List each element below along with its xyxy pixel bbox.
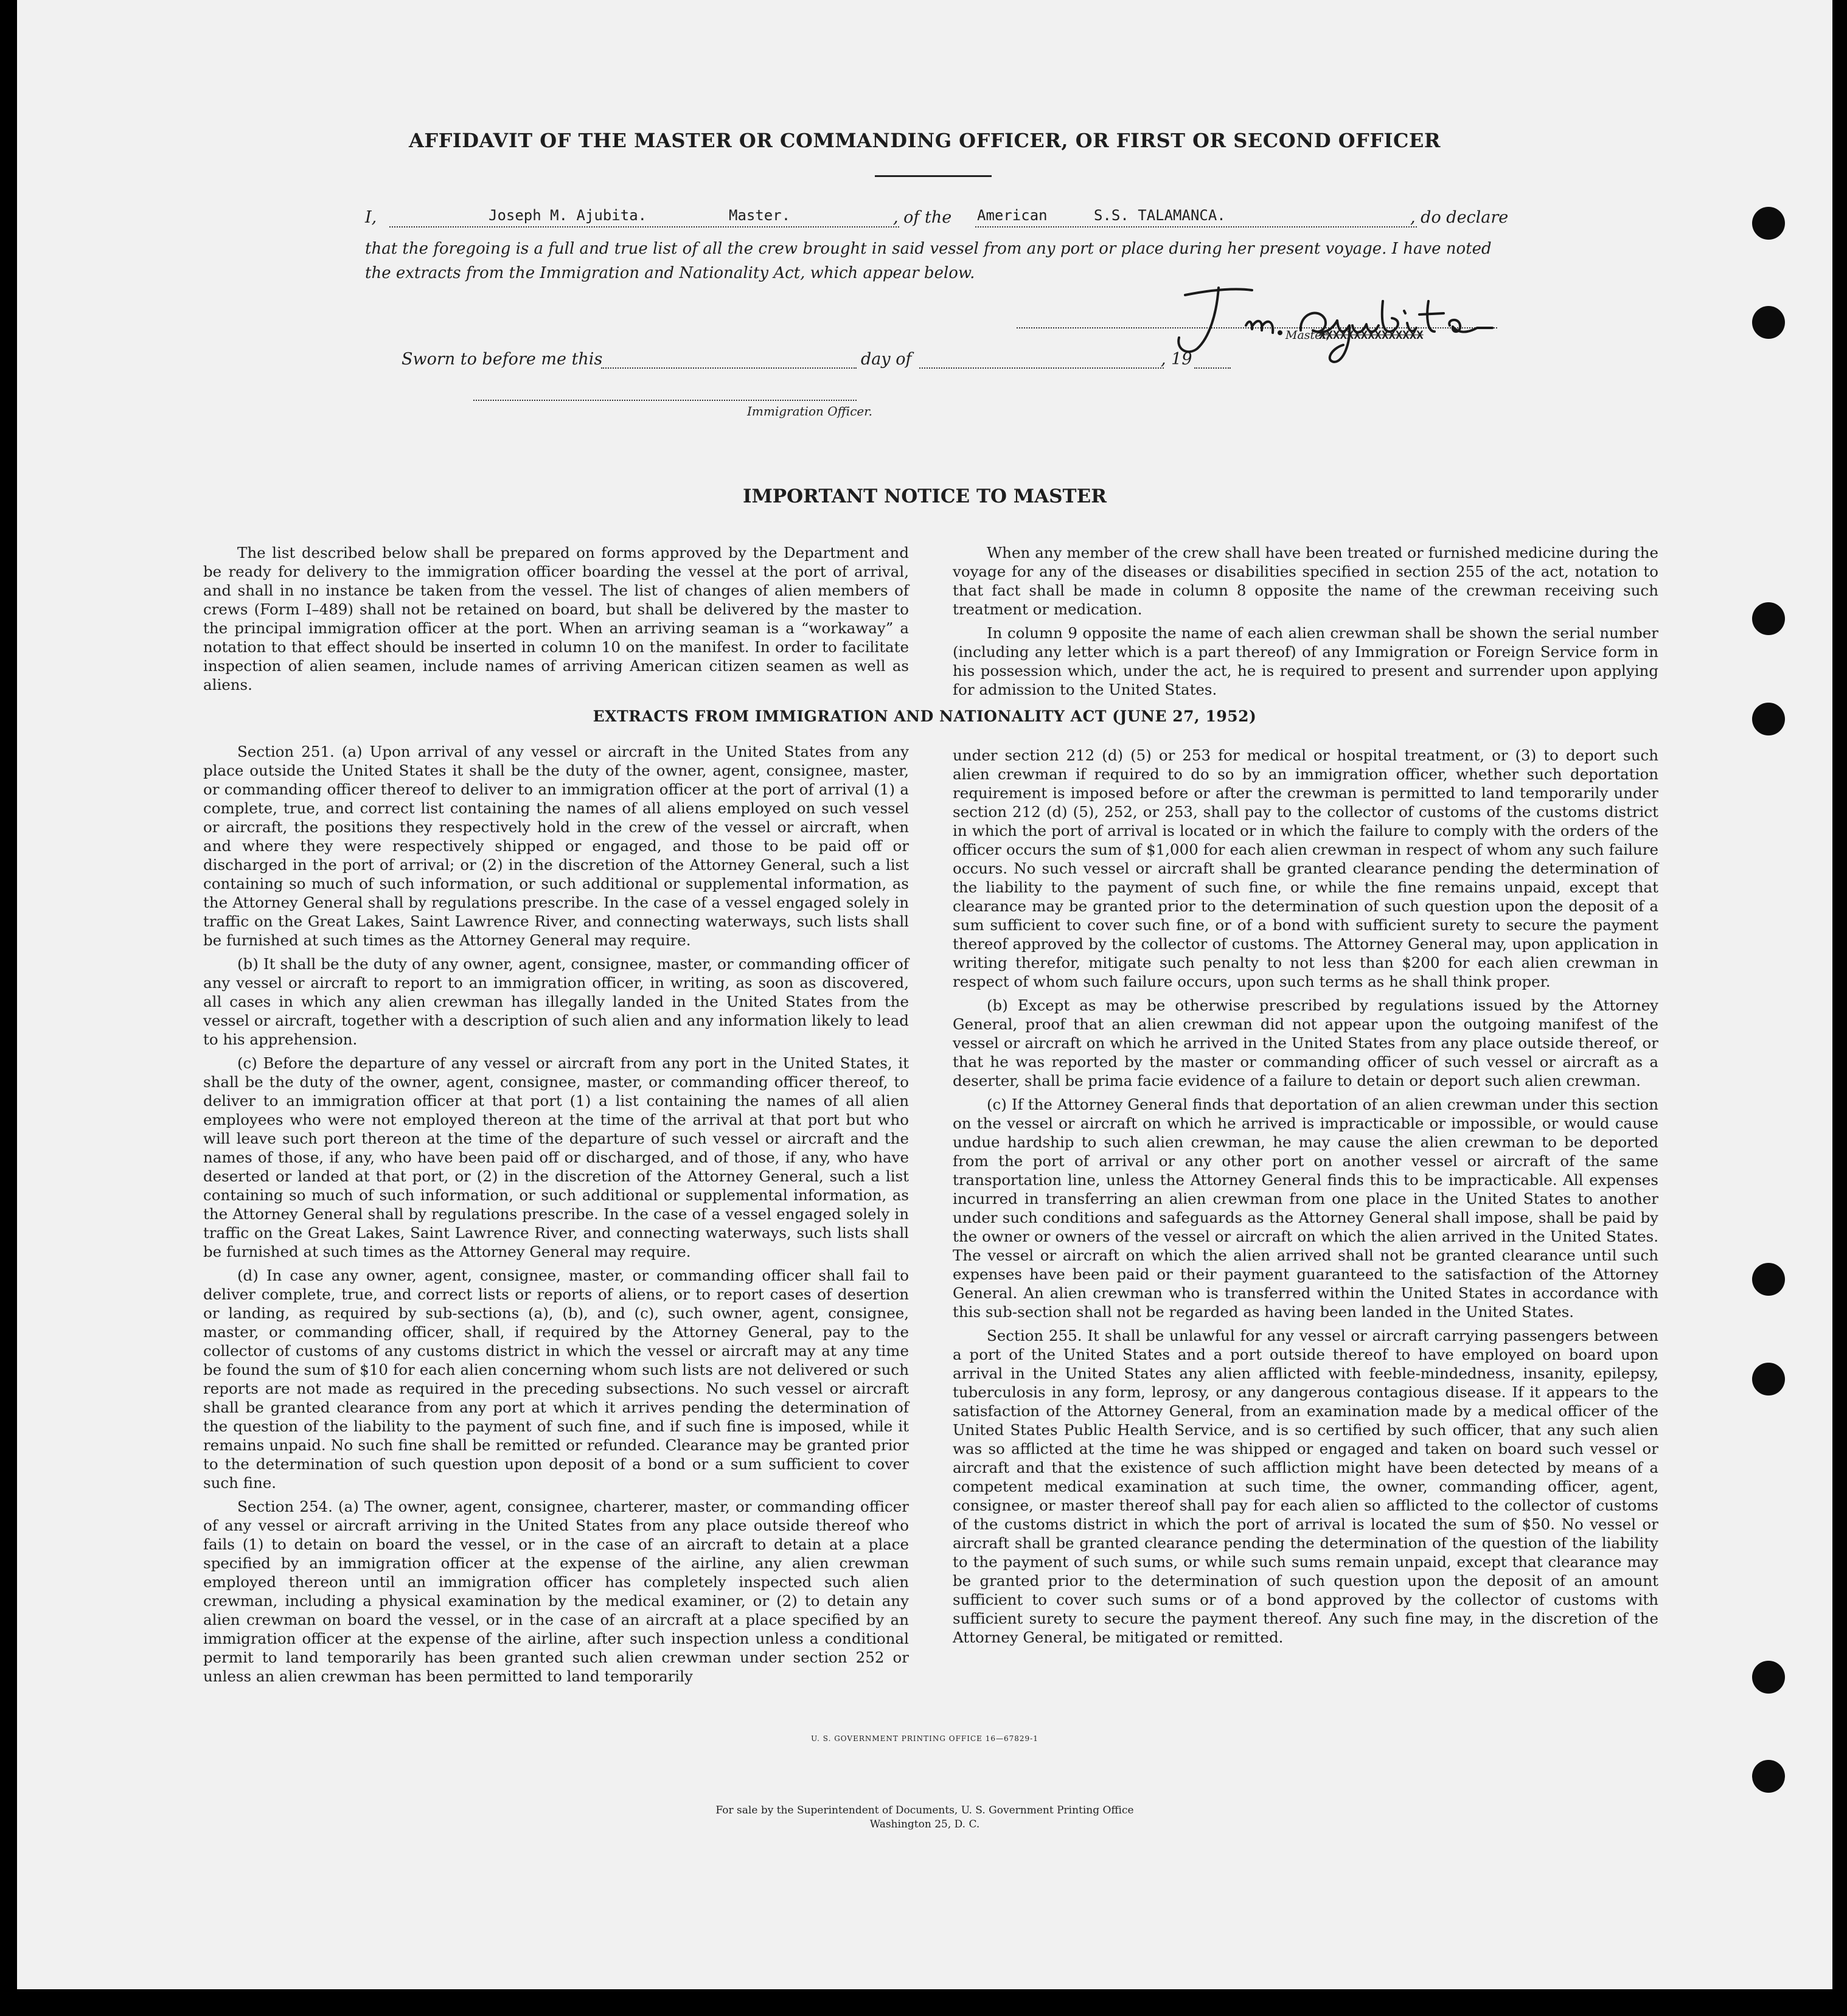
section-254b: (b) Except as may be otherwise prescribed by regulations issued by the Attorney General, proof that an alien crewman did not appear upon the outgoing manifest of the vessel or aircraft on which he arrived in the United States from any place outside thereof, or that he was reported by the master or commanding officer of such vessel or aircraft as a deserter, shall be prima facie evidence of a failure to detain or deport such alien crewman. — [953, 996, 1658, 1090]
master-signature — [1161, 277, 1501, 368]
extracts-heading: EXTRACTS FROM IMMIGRATION AND NATIONALITY ACT (JUNE 27, 1952) — [593, 707, 1257, 725]
master-name-value: Joseph M. Ajubita. — [489, 207, 647, 224]
declaration-statement-line1: that the foregoing is a full and true list of all the crew brought in said vessel from any port or place during her present voyage. I have noted — [365, 240, 1492, 258]
punch-hole — [1752, 207, 1785, 240]
do-declare-label: , do declare — [1410, 208, 1509, 227]
section-251b: (b) It shall be the duty of any owner, agent, consignee, master, or commanding officer of any vessel or aircraft to report to an immigration officer, in writing, as soon as discovered, all cases in which any alien crewman has illegally landed in the United States from the vessel or aircraft, together with a description of such alien and any information likely to lead to his apprehension. — [203, 955, 909, 1048]
punch-hole — [1752, 306, 1785, 339]
title-rule — [875, 175, 992, 177]
officer-signature-line — [473, 400, 857, 401]
vessel-name-value: S.S. TALAMANCA. — [1094, 207, 1226, 224]
notice-heading: IMPORTANT NOTICE TO MASTER — [742, 485, 1107, 507]
notice-left-column — [203, 543, 909, 699]
punch-hole — [1752, 1363, 1785, 1396]
section-255: Section 255. It shall be unlawful for any vessel or aircraft carrying passengers between a port of the United States and a port outside thereof to have employed on board upon arrival in the United States any alien afflicted with feeble-mindedness, insanity, epilepsy, tuberculosis in any form, leprosy, or any dangerous contagious disease. If it appears to the satisfaction of the Attorney General, from an examination made by a medical officer of the United States Public Health Service, and is so certified by such officer, that any such alien was so afflicted at the time he was shipped or engaged and taken on board such vessel or aircraft and that the existence of such affliction might have been detected by means of a competent medical examination at such time, the owner, commanding officer, agent, consignee, or master thereof shall pay for each alien so afflicted to the collector of customs of the customs district in which the port of arrival is located the sum of $50. No vessel or aircraft shall be granted clearance pending the determination of the question of the liability to the payment of such sums, or while such sums remain unpaid, except that clearance may be granted prior to the determination of such question upon the deposit of an amount sufficient to cover such sums or of a bond approved by the collector of customs with sufficient surety to secure the payment thereof. Any such fine may, in the discretion of the Attorney General, be mitigated or remitted. — [953, 1327, 1658, 1646]
section-254a-continued: under section 212 (d) (5) or 253 for medical or hospital treatment, or (3) to deport such alien crewman if required to do so by an immigration officer, whether such deportation requirement is imposed before or after the crewman is permitted to land temporarily under section 212 (d) (5), 252, or 253, shall pay to the collector of customs of the customs district in which the port of arrival is located or in which the failure to comply with the orders of the officer occurs the sum of $1,000 for each alien crewman in respect of whom any such failure occurs. No such vessel or aircraft shall be granted clearance pending the determination of the liability to the payment of such fine, or while the fine remains unpaid, except that clearance may be granted prior to the determination of such question upon the deposit of a sum sufficient to cover such fine, or of a bond with sufficient surety to secure the payment thereof approved by the collector of customs. The Attorney General may, upon application in writing therefor, mitigate such penalty to not less than $200 for each alien crewman in respect of whom such failure occurs, upon such terms as he shall think proper. — [953, 746, 1658, 990]
sworn-year-line — [1194, 367, 1231, 369]
section-254c: (c) If the Attorney General finds that deportation of an alien crewman under this section on the vessel or aircraft on which he arrived is impracticable or impossible, or would cause undue hardship to such alien crewman, he may cause the alien crewman to be deported from the port of arrival or any other port on another vessel or aircraft of the same transportation line, unless the Attorney General finds this to be impracticable. All expenses incurred in transferring an alien crewman from one place in the United States to another under such conditions and safeguards as the Attorney General shall impose, shall be paid by the owner or owners of the vessel or aircraft on which the alien arrived in the United States. The vessel or aircraft on which the alien arrived shall not be granted clearance until such expenses have been paid or their payment guaranteed to the satisfaction of the Attorney General. An alien crewman who is transferred within the United States in accordance with this sub-section shall not be regarded as having been landed in the United States. — [953, 1096, 1658, 1321]
section-251c: (c) Before the departure of any vessel or aircraft from any port in the United States, it shall be the duty of the owner, agent, consignee, master, or commanding officer thereof, to deliver to an immigration officer at that port (1) a list containing the names of all alien employees who were not employed thereon at the time of the arrival at that port but who will leave such port thereon at the time of the departure of such vessel or aircraft and the names of those, if any, who have been paid off or discharged, and of those, if any, who have deserted or landed at that port, or (2) in the discretion of the Attorney General, such a list containing so much of such information, or such additional or supplemental information, as the Attorney General shall by regulations prescribe. In the case of a vessel engaged solely in traffic on the Great Lakes, Saint Lawrence River, and connecting waterways, such lists shall be furnished at such times as the Attorney General may require. — [203, 1054, 909, 1260]
notice-right-column — [953, 543, 1658, 704]
notice-right-paragraph-2: In column 9 opposite the name of each alien crewman shall be shown the serial number (including any letter which is a part thereof) of any Immigration or Foreign Service form in his possession which, under the act, he is required to present and surrender upon applying for admission to the United States. — [953, 624, 1658, 698]
extracts-right-column — [953, 746, 1658, 1652]
document-page — [17, 0, 1832, 1989]
day-of-label: day of — [861, 350, 912, 369]
master-rank-value: Master. — [729, 207, 791, 224]
extracts-left-column — [203, 742, 909, 1691]
name-field-line — [389, 226, 899, 228]
signature-caption: Master, — [1285, 328, 1330, 342]
punch-hole — [1752, 1760, 1785, 1793]
punch-hole — [1752, 1661, 1785, 1694]
of-the-label: , of the — [893, 208, 952, 227]
affidavit-title: AFFIDAVIT OF THE MASTER OR COMMANDING OFFICER, OR FIRST OR SECOND OFFICER — [409, 129, 1441, 152]
sale-notice-line1: For sale by the Superintendent of Documents, U. S. Government Printing Office — [715, 1804, 1134, 1816]
section-254a: Section 254. (a) The owner, agent, consignee, charterer, master, or commanding officer of any vessel or aircraft arriving in the United States from any place outside thereof who fails (1) to detain on board the vessel, or in the case of an aircraft to detain at a place specified by an immigration officer at the expense of the airline, any alien crewman employed thereon until an immigration officer has completely inspected such alien crewman, including a physical examination by the medical examiner, or (2) to detain any alien crewman on board the vessel, or in the case of an aircraft at a place specified by an immigration officer at the expense of the airline, after such inspection unless a conditional permit to land temporarily has been granted such alien crewman under section 252 or unless an alien crewman has been permitted to land temporarily — [203, 1498, 909, 1685]
year-label: , 19 — [1161, 350, 1192, 369]
section-251d: (d) In case any owner, agent, consignee, master, or commanding officer shall fail to deliver complete, true, and correct lists or reports of aliens, or to report cases of desertion or landing, as required by sub-sections (a), (b), and (c), such owner, agent, consignee, master, or commanding officer, shall, if required by the Attorney General, pay to the collector of customs of any customs district in which the vessel or aircraft may at any time be found the sum of $10 for each alien concerning whom such lists are not delivered or such reports are not made as required in the preceding subsections. No such vessel or aircraft shall be granted clearance from any port at which it arrives pending the determination of the question of the liability to the payment of such fine, and if such fine is imposed, while it remains unpaid. No such fine shall be remitted or refunded. Clearance may be granted prior to the determination of such question upon deposit of a bond or a sum sufficient to cover such fine. — [203, 1267, 909, 1492]
section-251a: Section 251. (a) Upon arrival of any vessel or aircraft in the United States from any place outside the United States it shall be the duty of the owner, agent, consignee, master, or commanding officer thereof to deliver to an immigration officer at the port of arrival (1) a complete, true, and correct list containing the names of all aliens employed on such vessel or aircraft, the positions they respectively hold in the crew of the vessel or aircraft, when and where they were respectively shipped or engaged, and those to be paid off or discharged in the port of arrival; or (2) in the discretion of the Attorney General, such a list containing so much of such information, or such additional or supplemental information, as the Attorney General shall by regulations prescribe. In the case of a vessel engaged solely in traffic on the Great Lakes, Saint Lawrence River, and connecting waterways, such lists shall be furnished at such times as the Attorney General may require. — [203, 743, 909, 949]
notice-left-paragraph: The list described below shall be prepared on forms approved by the Department and be ready for delivery to the immigration officer boarding the vessel at the port of arrival, and shall in no instance be taken from the vessel. The list of changes of alien members of crews (Form I–489) shall not be retained on board, but shall be delivered by the master to the principal immigration officer at the port. When an arriving seaman is a “workaway” a notation to that effect should be inserted in column 10 on the manifest. In order to facilitate inspection of alien seamen, include names of arriving American citizen seamen as well as aliens. — [203, 544, 909, 693]
nationality-value: American — [977, 207, 1048, 224]
sworn-label: Sworn to before me this — [402, 350, 603, 369]
sale-notice-line2: Washington 25, D. C. — [869, 1818, 980, 1830]
punch-hole — [1752, 1263, 1785, 1296]
declaration-statement-line2: the extracts from the Immigration and Nationality Act, which appear below. — [365, 264, 975, 282]
punch-hole — [1752, 602, 1785, 635]
printer-imprint: U. S. GOVERNMENT PRINTING OFFICE 16—67829-1 — [811, 1734, 1038, 1743]
immigration-officer-label: Immigration Officer. — [747, 404, 872, 419]
notice-right-paragraph-1: When any member of the crew shall have been treated or furnished medicine during the voyage for any of the diseases or disabilities specified in section 255 of the act, notation to that fact shall be made in column 8 opposite the name of the crewman receiving such treatment or medication. — [953, 544, 1658, 618]
i-label: I, — [365, 208, 377, 227]
sworn-month-line — [919, 367, 1164, 369]
vessel-field-line — [975, 226, 1417, 228]
struck-officer-title: XXXXXXXXXXXXXXX — [1319, 328, 1424, 342]
sworn-date-line — [601, 367, 857, 369]
